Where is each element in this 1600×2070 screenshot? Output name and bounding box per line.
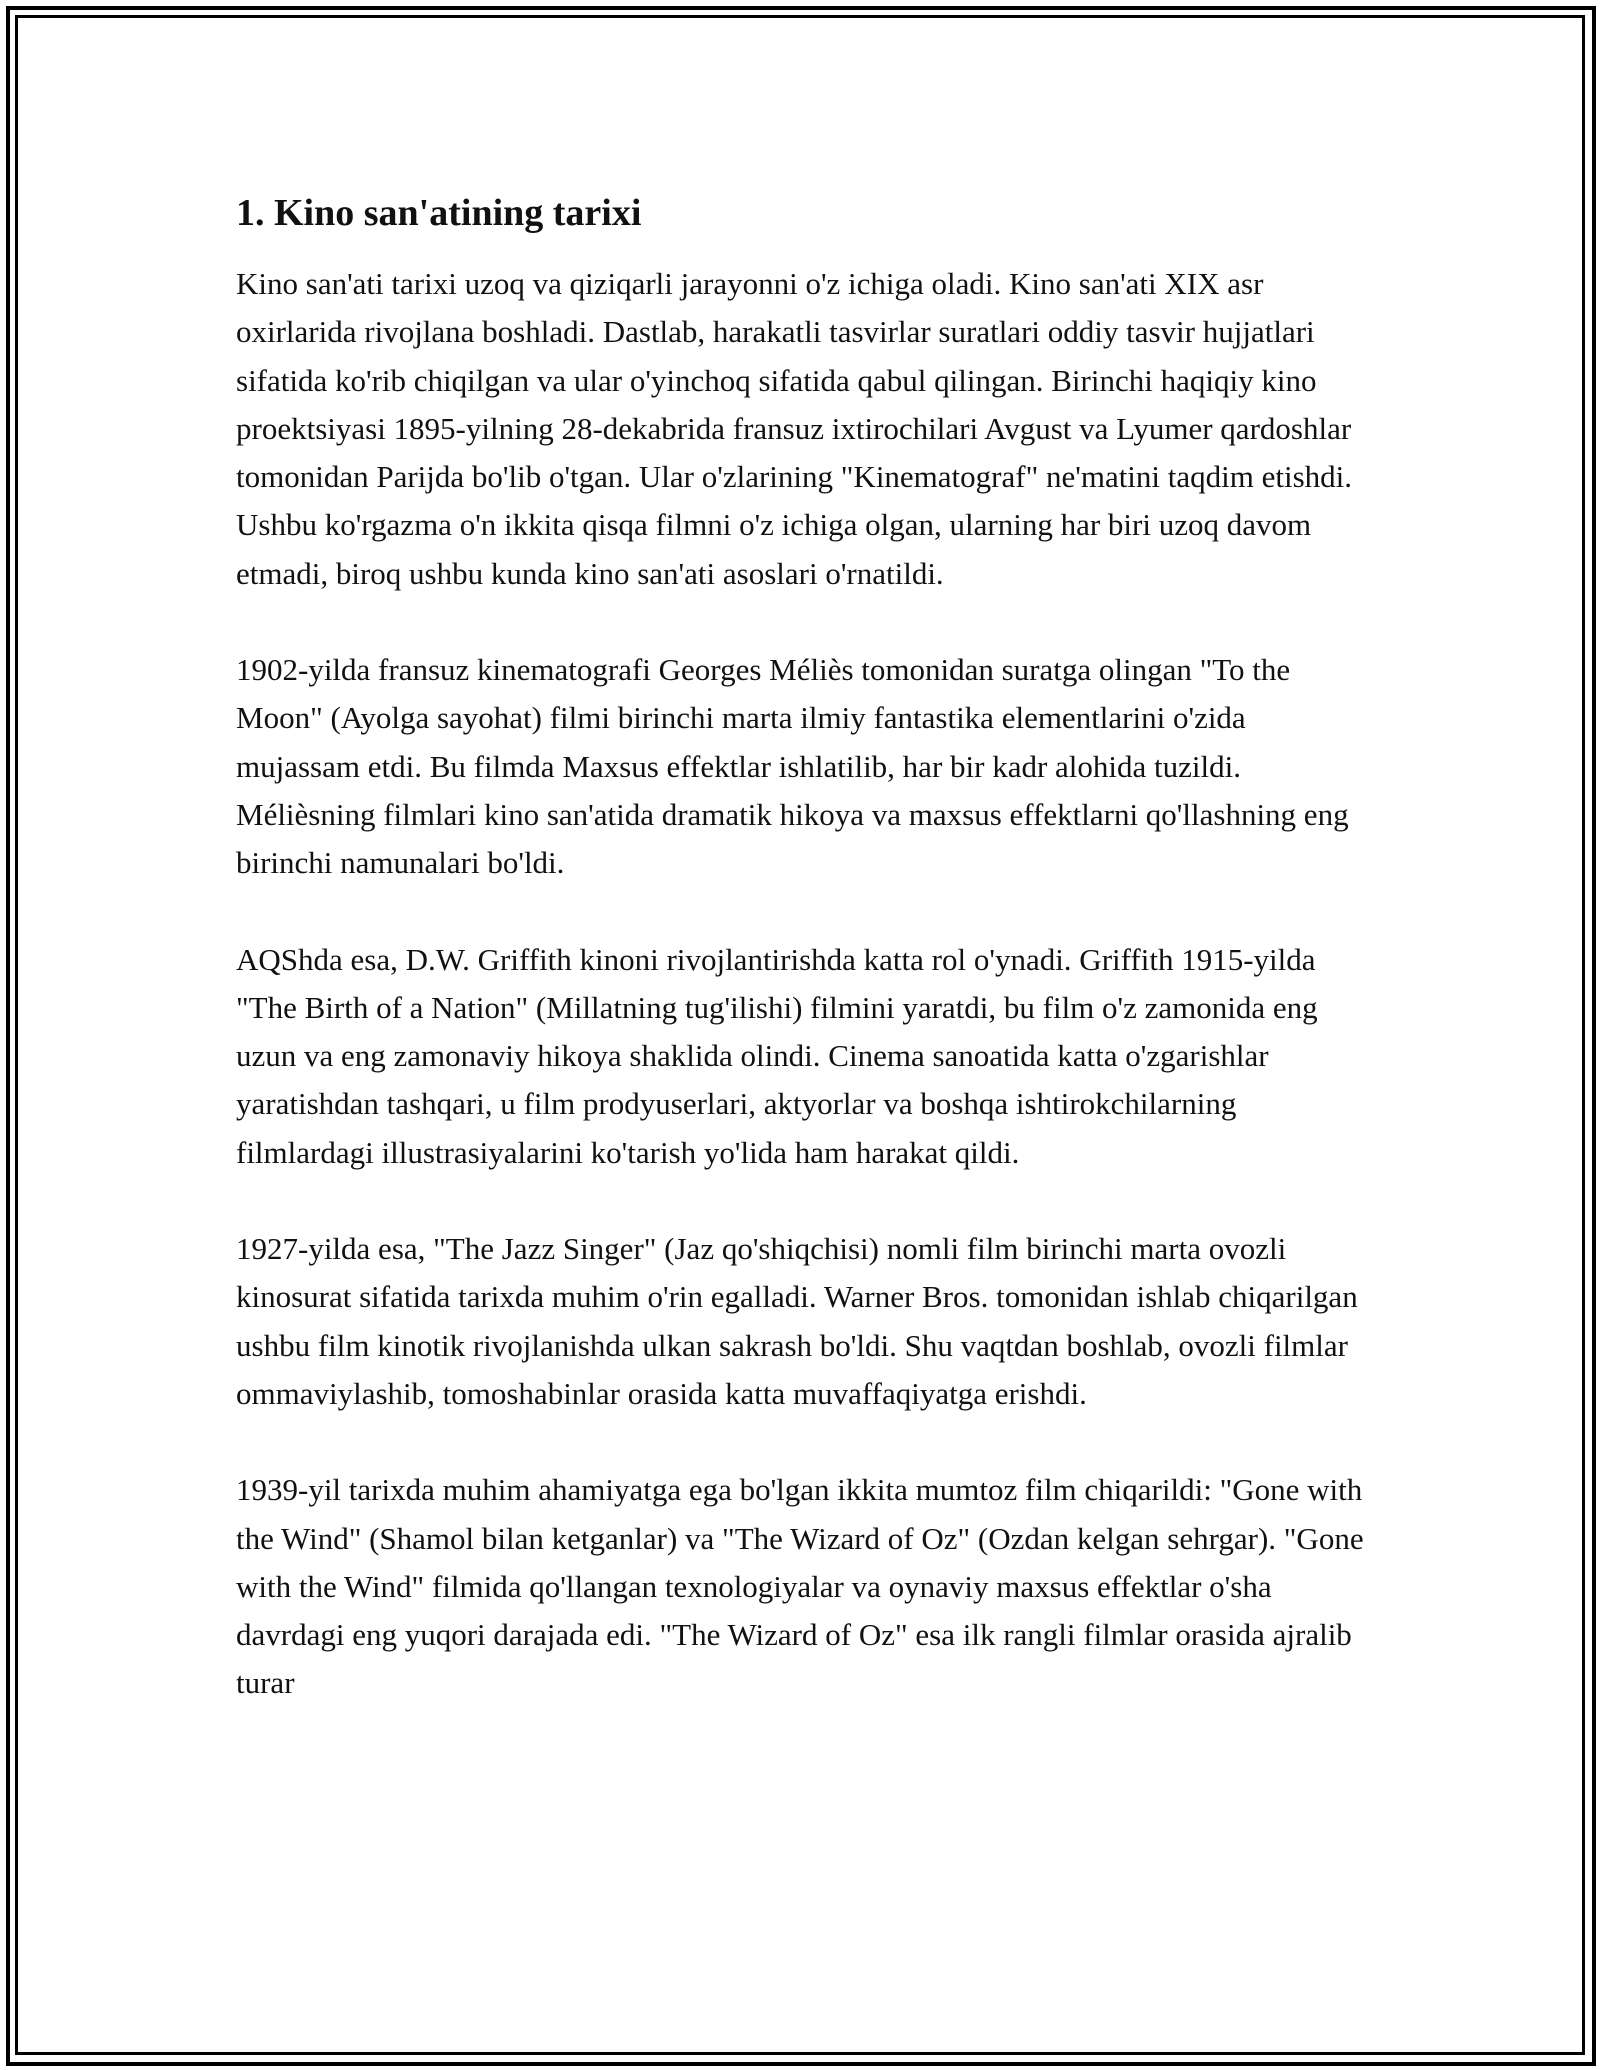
document-body — [236, 188, 1376, 1708]
paragraph-melies: 1902-yilda fransuz kinematografi Georges Méliès tomonidan suratga olingan "To the Moon" (Ayolga sayohat) filmi birinchi marta ilmiy fantastika elementlarini o'zida mujassam etdi. Bu filmda Maxsus effektlar ishlatilib, har bir kadr alohida tuzildi. Mélièsning filmlari kino san'atida dramatik hikoya va maxsus effektlarni qo'llashning eng birinchi namunalari bo'ldi. — [236, 652, 1349, 881]
paragraph-1939-classics: 1939-yil tarixda muhim ahamiyatga ega bo'lgan ikkita mumtoz film chiqarildi: "Gone with the Wind" (Shamol bilan ketganlar) va "The Wizard of Oz" (Ozdan kelgan sehrgar). "Gone with the Wind" filmida qo'llangan texnologiyalar va oynaviy maxsus effektlar o'sha davrdagi eng yuqori darajada edi. "The Wizard of Oz" esa ilk rangli filmlar orasida ajralib turar — [236, 1472, 1364, 1701]
paragraph-griffith: AQShda esa, D.W. Griffith kinoni rivojlantirishda katta rol o'ynadi. Griffith 1915-yilda "The Birth of a Nation" (Millatning tug'ilishi) filmini yaratdi, bu film o'z zamonida eng uzun va eng zamonaviy hikoya shaklida olindi. Cinema sanoatida katta o'zgarishlar yaratishdan tashqari, u film prodyuserlari, aktyorlar va boshqa ishtirokchilarning filmlardagi illustrasiyalarini ko'tarish yo'lida ham harakat qildi. — [236, 941, 1318, 1170]
paragraph-jazz-singer: 1927-yilda esa, "The Jazz Singer" (Jaz qo'shiqchisi) nomli film birinchi marta ovozli kinosurat sifatida tarixda muhim o'rin egalladi. Warner Bros. tomonidan ishlab chiqarilgan ushbu film kinotik rivojlanishda ulkan sakrash bo'ldi. Shu vaqtdan boshlab, ovozli filmlar ommaviylashib, tomoshabinlar orasida katta muvaffaqiyatga erishdi. — [236, 1231, 1358, 1411]
section-heading: 1. Kino san'atining tarixi — [236, 192, 642, 234]
paragraph-lumiere-origins: Kino san'ati tarixi uzoq va qiziqarli jarayonni o'z ichiga oladi. Kino san'ati XIX asr oxirlarida rivojlana boshladi. Dastlab, harakatli tasvirlar suratlari oddiy tasvir hujjatlari sifatida ko'rib chiqilgan va ular o'yinchoq sifatida qabul qilingan. Birinchi haqiqiy kino proektsiyasi 1895-yilning 28-dekabrida fransuz ixtirochilari Avgust va Lyumer qardoshlar tomonidan Parijda bo'lib o'tgan. Ular o'zlarining "Kinematograf" ne'matini taqdim etishdi. Ushbu ko'rgazma o'n ikkita qisqa filmni o'z ichiga olgan, ularning har biri uzoq davom etmadi, biroq ushbu kunda kino san'ati asoslari o'rnatildi. — [236, 266, 1353, 591]
